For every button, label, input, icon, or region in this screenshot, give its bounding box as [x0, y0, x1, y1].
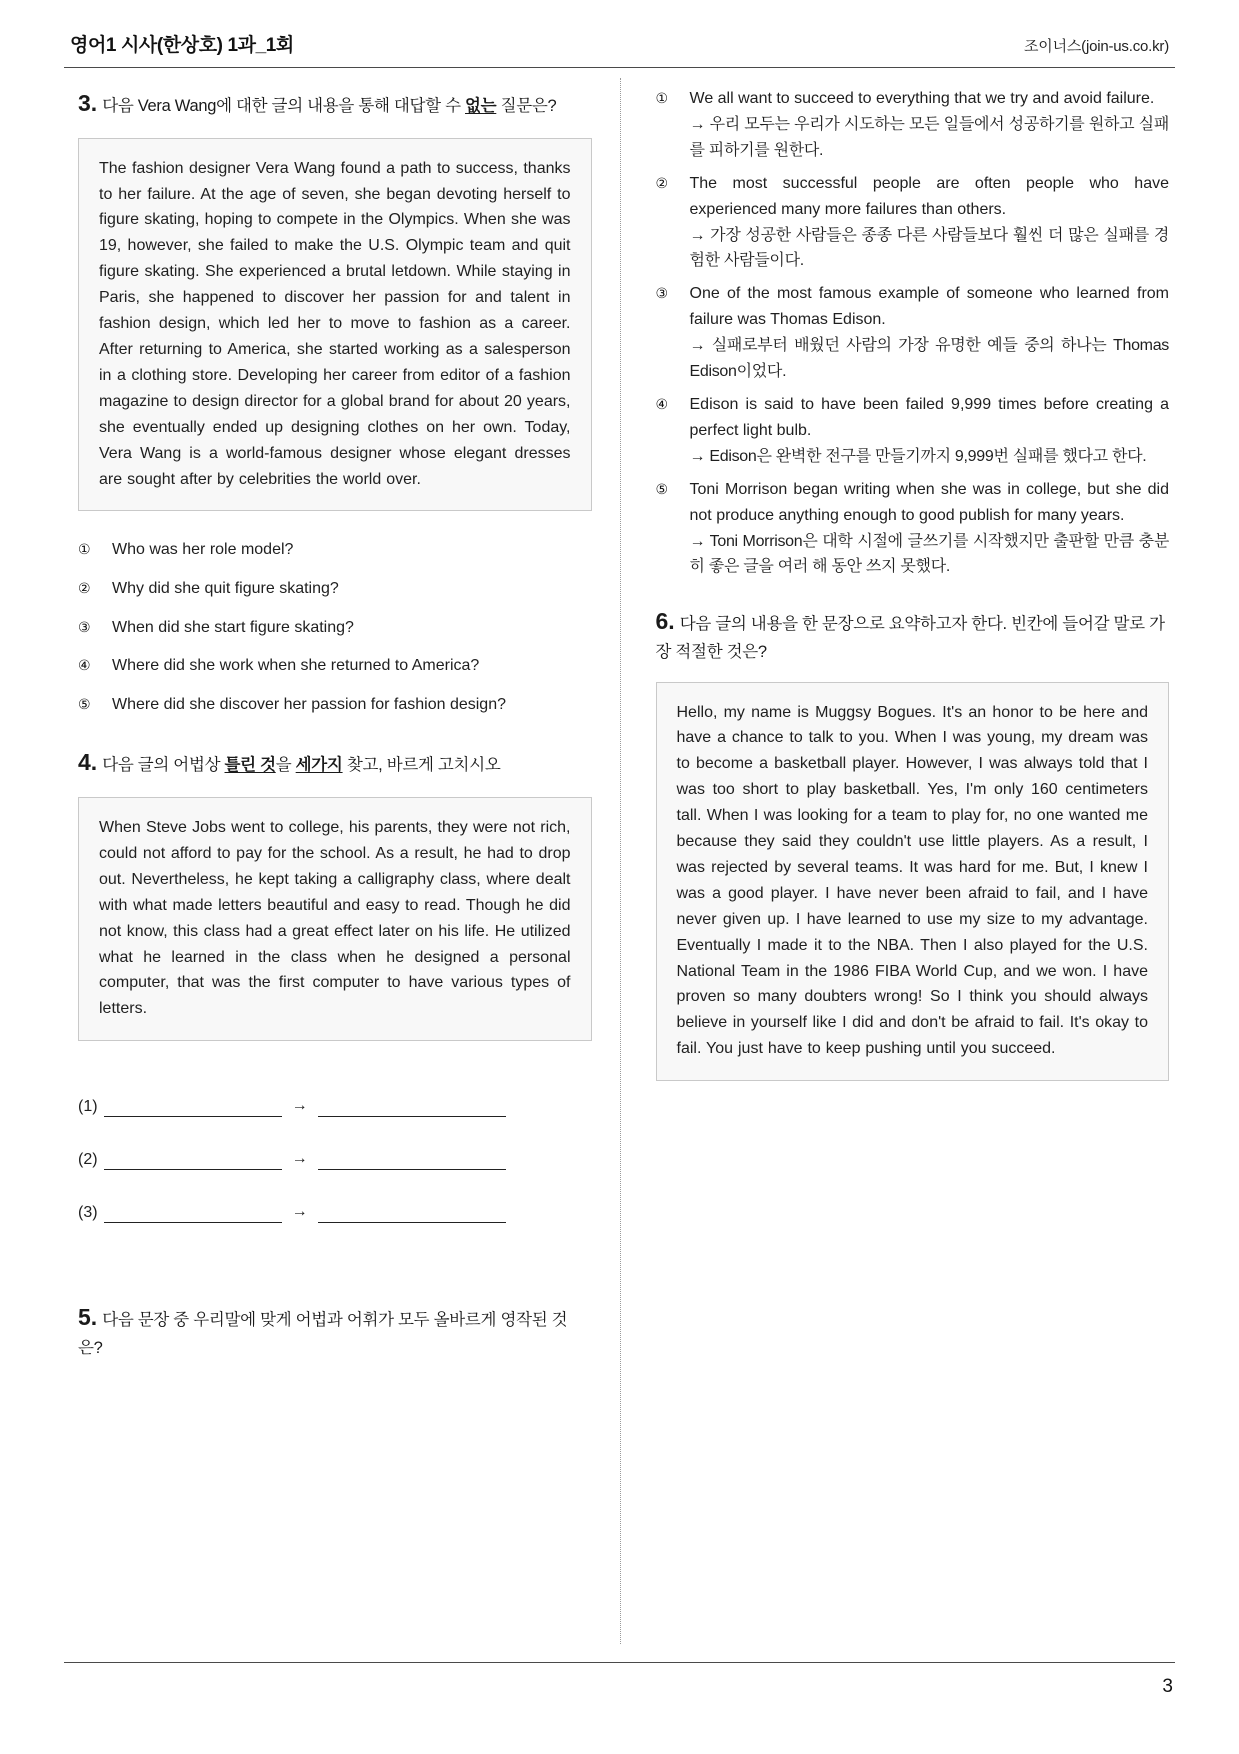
answer-label-1: (1)	[78, 1098, 98, 1116]
header-title: 영어1 시사(한상호) 1과_1회	[70, 35, 294, 56]
right-column	[620, 68, 1176, 1658]
choice-body-5	[690, 477, 1170, 581]
answer-arrow-3: →	[291, 1203, 308, 1221]
choice-body-3	[690, 281, 1170, 385]
question-5-spacer	[78, 1256, 592, 1300]
answer-blank-3-left[interactable]	[104, 1205, 282, 1223]
answer-blank-1-right[interactable]	[318, 1099, 506, 1117]
answer-row-1	[78, 1097, 592, 1117]
page-number: 3	[1162, 1676, 1173, 1697]
choice-korean-1: → 우리 모두는 우리가 시도하는 모든 일들에서 성공하기를 원하고 실패를 피하기를 원한다.	[689, 115, 1169, 159]
choice-korean-4: → Edison은 완벽한 전구를 만들기까지 9,999번 실패를 했다고 한다.	[689, 447, 1147, 465]
answer-row-3	[78, 1203, 592, 1223]
question-5-block	[78, 1300, 592, 1361]
question-4-passage-text: When Steve Jobs went to college, his parents, they were not rich, could not afford to pay for the school. As a result, he had to drop out. Nevertheless, he kept taking a calligraphy class, where dealt with what made letters beautiful and easy to read. Though he did not know, this class had a great effect later on his life. He utilized what he learned in the class when he designed a personal computer, that was the first computer to have various types of letters.	[99, 819, 571, 1018]
question-5-choice-1[interactable]	[656, 86, 1170, 164]
choice-english-3: One of the most famous example of someone who learned from failure was Thomas Edison.	[689, 285, 1169, 329]
question-3-passage-text: The fashion designer Vera Wang found a path to success, thanks to her failure. At the age of seven, she began devoting herself to figure skating, hoping to compete in the Olympics. When she was 19, however, she failed to make the U.S. Olympic team and quit figure skating. She experienced a brutal letdown. While staying in Paris, she happened to discover her passion for and talent in fashion design, which led her to move to fashion as a career. After returning to America, she started working as a salesperson in a clothing store. Developing her career from editor of a fashion magazine to design director for a global brand for about 20 years, she eventually ended up designing clothes on her own. Today, Vera Wang is a world-famous designer whose elegant dresses are sought after by celebrities the world over.	[99, 159, 571, 488]
choice-text-1: Who was her role model?	[112, 541, 294, 559]
answer-label-3: (3)	[78, 1204, 98, 1222]
answer-row-2	[78, 1150, 592, 1170]
choice-body-1	[690, 86, 1170, 164]
answer-blank-1-left[interactable]	[104, 1099, 282, 1117]
question-3-prompt-part2: 질문은?	[496, 97, 557, 115]
question-3-passage-box	[78, 138, 592, 512]
choice-korean-3: → 실패로부터 배웠던 사람의 가장 유명한 예들 중의 하나는 Thomas Edison이었다.	[689, 337, 1169, 381]
question-6-number: 6.	[655, 608, 675, 635]
choice-marker-4: ④	[655, 395, 669, 412]
question-5-choice-5[interactable]	[656, 477, 1170, 581]
left-column	[64, 68, 620, 1658]
question-4-prompt-emphasis1: 틀린 것	[224, 756, 276, 775]
choice-korean-2: → 가장 성공한 사람들은 종종 다른 사람들보다 훨씬 더 많은 실패를 경험한 사람들이다.	[689, 226, 1169, 270]
question-4-prompt-part3: 찾고, 바르게 고치시오	[342, 756, 501, 775]
question-3-block	[78, 86, 592, 717]
question-5-prompt: 다음 문장 중 우리말에 맞게 어법과 어휘가 모두 올바르게 영작된 것은?	[78, 1311, 568, 1357]
question-4-number: 4.	[78, 749, 98, 776]
choice-marker-3: ③	[655, 285, 669, 302]
choice-text-2: Why did she quit figure skating?	[112, 580, 339, 598]
question-5-choice-3[interactable]	[656, 281, 1170, 385]
page-header	[64, 30, 1175, 67]
choice-text-4: Where did she work when she returned to America?	[112, 657, 480, 675]
choice-english-5: Toni Morrison began writing when she was in college, but she did not produce anything enough to good publish for many years.	[689, 480, 1169, 524]
choice-text-5: Where did she discover her passion for fashion design?	[112, 695, 506, 713]
header-site-label: 조이너스(join-us.co.kr)	[1023, 38, 1169, 55]
question-3-choice-1[interactable]	[78, 537, 592, 563]
answer-arrow-2: →	[291, 1150, 308, 1168]
question-4-block	[78, 745, 592, 1223]
question-3-heading	[78, 86, 592, 122]
choice-marker-1: ①	[78, 541, 91, 558]
question-6-heading	[656, 604, 1170, 665]
choice-marker-2: ②	[78, 580, 91, 597]
answer-label-2: (2)	[78, 1151, 98, 1169]
footer-divider-rule	[64, 1662, 1175, 1663]
question-3-choice-3[interactable]	[78, 615, 592, 641]
two-column-body	[64, 68, 1175, 1658]
question-4-prompt-emphasis2: 세가지	[295, 756, 343, 775]
question-3-choice-list	[78, 537, 592, 717]
question-5-choice-4[interactable]	[656, 392, 1170, 470]
answer-blank-3-right[interactable]	[318, 1205, 506, 1223]
question-6-prompt: 다음 글의 내용을 한 문장으로 요약하고자 한다. 빈칸에 들어갈 말로 가장 적절한 것은?	[655, 615, 1165, 661]
answer-blank-2-right[interactable]	[318, 1152, 506, 1170]
question-6-block	[656, 604, 1170, 1081]
choice-marker-3: ③	[78, 618, 91, 635]
question-6-passage-text: Hello, my name is Muggsy Bogues. It's an honor to be here and have a chance to talk to you. When I was young, my dream was to become a basketball player. However, I was always told that I was too short to play basketball. Yes, I'm only 160 centimeters tall. When I was looking for a team to play for, no one wanted me because they said they couldn't use little players. As a result, I was rejected by several teams. It was hard for me. But, I knew I was a good player. I have never been afraid to fail, and I have never given up. I have learned to use my size to my advantage. Eventually I made it to the NBA. Then I also played for the U.S. National Team in the 1986 FIBA World Cup, and we won. I have proven so many doubters wrong! So I think you should always believe in yourself like I did and don't be afraid to fail. It's okay to fail. You just have to keep pushing until you succeed.	[676, 703, 1148, 1058]
choice-body-2	[690, 171, 1170, 275]
answer-blank-2-left[interactable]	[104, 1152, 282, 1170]
question-5-choice-list	[656, 86, 1170, 580]
choice-marker-1: ①	[655, 90, 669, 106]
question-3-choice-2[interactable]	[78, 576, 592, 602]
choice-english-2: The most successful people are often people who have experienced many more failures than others.	[689, 174, 1169, 218]
question-5-choice-2[interactable]	[656, 171, 1170, 275]
question-4-answer-lines	[78, 1097, 592, 1223]
question-6-passage-box	[656, 682, 1170, 1082]
choice-text-3: When did she start figure skating?	[112, 618, 354, 636]
choice-english-1: We all want to succeed to everything that we try and avoid failure.	[689, 90, 1155, 107]
choice-korean-5: → Toni Morrison은 대학 시절에 글쓰기를 시작했지만 출판할 만큼 충분히 좋은 글을 여러 해 동안 쓰지 못했다.	[689, 532, 1169, 576]
choice-marker-2: ②	[655, 174, 669, 191]
question-4-passage-box	[78, 797, 592, 1041]
choice-english-4: Edison is said to have been failed 9,999 times before creating a perfect light bulb.	[689, 395, 1169, 439]
choice-marker-4: ④	[78, 657, 91, 674]
choice-marker-5: ⑤	[655, 480, 669, 497]
choice-marker-5: ⑤	[78, 695, 91, 712]
question-4-prompt-part1: 다음 글의 어법상	[102, 756, 225, 775]
question-3-number: 3.	[78, 90, 98, 116]
question-3-prompt-part1: 다음 Vera Wang에 대한 글의 내용을 통해 대답할 수	[102, 97, 466, 115]
question-3-prompt-emphasis: 없는	[465, 97, 497, 115]
question-4-heading	[78, 745, 592, 781]
question-5-heading	[78, 1300, 592, 1361]
question-3-choice-5[interactable]	[78, 692, 592, 718]
question-3-choice-4[interactable]	[78, 653, 592, 679]
answer-arrow-1: →	[291, 1097, 308, 1115]
question-4-prompt-part2: 을	[275, 756, 296, 775]
question-5-number: 5.	[78, 1304, 98, 1331]
choice-body-4	[690, 392, 1170, 470]
